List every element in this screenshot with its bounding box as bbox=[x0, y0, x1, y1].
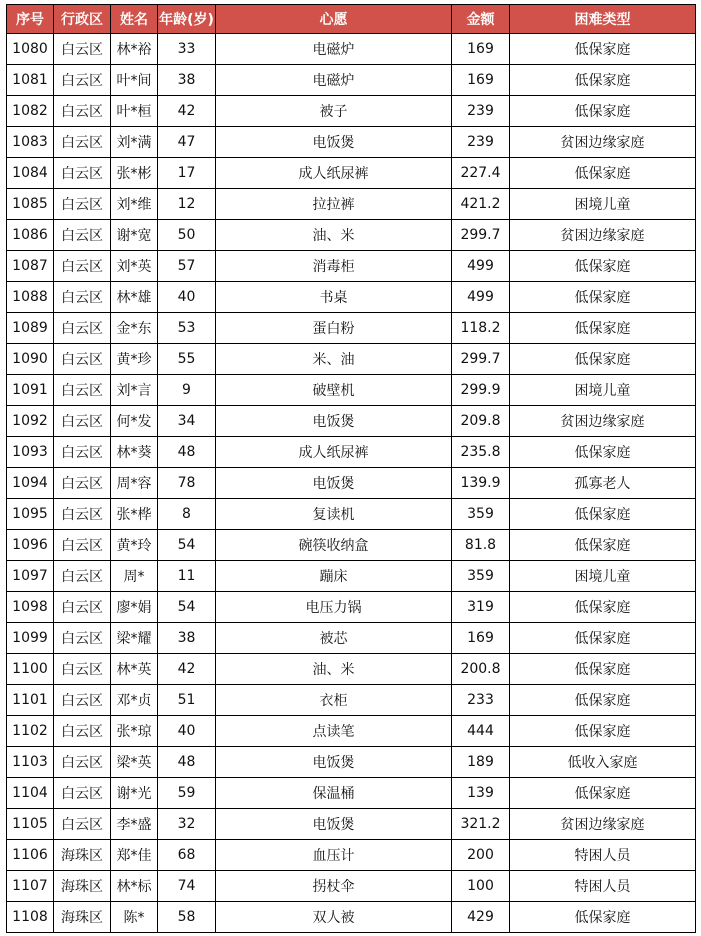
cell-id: 1098 bbox=[7, 592, 54, 623]
cell-name: 陈* bbox=[111, 902, 158, 933]
cell-wish: 碗筷收纳盒 bbox=[216, 530, 452, 561]
cell-hardship-type: 低保家庭 bbox=[510, 902, 696, 933]
cell-hardship-type: 低保家庭 bbox=[510, 499, 696, 530]
cell-name: 林*葵 bbox=[111, 437, 158, 468]
header-wish: 心愿 bbox=[216, 5, 452, 34]
table-row bbox=[7, 778, 696, 809]
table-row bbox=[7, 96, 696, 127]
cell-name: 周*容 bbox=[111, 468, 158, 499]
table-row bbox=[7, 716, 696, 747]
table-row bbox=[7, 654, 696, 685]
cell-amount: 118.2 bbox=[452, 313, 510, 344]
cell-wish: 血压计 bbox=[216, 840, 452, 871]
header-age: 年龄(岁) bbox=[158, 5, 216, 34]
cell-id: 1083 bbox=[7, 127, 54, 158]
cell-id: 1084 bbox=[7, 158, 54, 189]
table-row bbox=[7, 468, 696, 499]
cell-hardship-type: 低保家庭 bbox=[510, 158, 696, 189]
table-row bbox=[7, 840, 696, 871]
header-name: 姓名 bbox=[111, 5, 158, 34]
cell-hardship-type: 低保家庭 bbox=[510, 282, 696, 313]
cell-wish: 电饭煲 bbox=[216, 809, 452, 840]
cell-wish: 点读笔 bbox=[216, 716, 452, 747]
cell-id: 1105 bbox=[7, 809, 54, 840]
cell-wish: 电饭煲 bbox=[216, 127, 452, 158]
cell-id: 1102 bbox=[7, 716, 54, 747]
cell-id: 1104 bbox=[7, 778, 54, 809]
cell-age: 53 bbox=[158, 313, 216, 344]
cell-district: 海珠区 bbox=[54, 871, 111, 902]
cell-id: 1087 bbox=[7, 251, 54, 282]
cell-district: 白云区 bbox=[54, 809, 111, 840]
cell-amount: 235.8 bbox=[452, 437, 510, 468]
cell-id: 1081 bbox=[7, 65, 54, 96]
cell-id: 1107 bbox=[7, 871, 54, 902]
cell-hardship-type: 低保家庭 bbox=[510, 685, 696, 716]
table-row bbox=[7, 189, 696, 220]
cell-wish: 复读机 bbox=[216, 499, 452, 530]
cell-name: 廖*娟 bbox=[111, 592, 158, 623]
table-row bbox=[7, 561, 696, 592]
cell-amount: 169 bbox=[452, 34, 510, 65]
cell-hardship-type: 低保家庭 bbox=[510, 344, 696, 375]
cell-wish: 书桌 bbox=[216, 282, 452, 313]
cell-name: 金*东 bbox=[111, 313, 158, 344]
cell-name: 林*标 bbox=[111, 871, 158, 902]
table-row bbox=[7, 809, 696, 840]
cell-district: 白云区 bbox=[54, 313, 111, 344]
cell-age: 78 bbox=[158, 468, 216, 499]
cell-id: 1099 bbox=[7, 623, 54, 654]
cell-wish: 油、米 bbox=[216, 654, 452, 685]
cell-id: 1090 bbox=[7, 344, 54, 375]
cell-age: 11 bbox=[158, 561, 216, 592]
cell-name: 黄*玲 bbox=[111, 530, 158, 561]
cell-id: 1092 bbox=[7, 406, 54, 437]
cell-id: 1103 bbox=[7, 747, 54, 778]
table-row bbox=[7, 592, 696, 623]
cell-hardship-type: 贫困边缘家庭 bbox=[510, 127, 696, 158]
cell-age: 33 bbox=[158, 34, 216, 65]
cell-hardship-type: 低收入家庭 bbox=[510, 747, 696, 778]
cell-hardship-type: 低保家庭 bbox=[510, 34, 696, 65]
cell-age: 42 bbox=[158, 654, 216, 685]
cell-id: 1082 bbox=[7, 96, 54, 127]
table-row bbox=[7, 747, 696, 778]
cell-id: 1089 bbox=[7, 313, 54, 344]
cell-wish: 电压力锅 bbox=[216, 592, 452, 623]
cell-age: 48 bbox=[158, 747, 216, 778]
cell-district: 海珠区 bbox=[54, 840, 111, 871]
table-row bbox=[7, 344, 696, 375]
cell-hardship-type: 特困人员 bbox=[510, 871, 696, 902]
table-row bbox=[7, 282, 696, 313]
cell-wish: 被芯 bbox=[216, 623, 452, 654]
cell-wish: 电饭煲 bbox=[216, 406, 452, 437]
cell-age: 55 bbox=[158, 344, 216, 375]
cell-age: 42 bbox=[158, 96, 216, 127]
table-row bbox=[7, 685, 696, 716]
cell-age: 8 bbox=[158, 499, 216, 530]
cell-name: 张*琼 bbox=[111, 716, 158, 747]
cell-id: 1096 bbox=[7, 530, 54, 561]
cell-id: 1080 bbox=[7, 34, 54, 65]
cell-district: 白云区 bbox=[54, 716, 111, 747]
cell-wish: 米、油 bbox=[216, 344, 452, 375]
cell-id: 1091 bbox=[7, 375, 54, 406]
cell-age: 50 bbox=[158, 220, 216, 251]
cell-district: 白云区 bbox=[54, 654, 111, 685]
cell-district: 白云区 bbox=[54, 778, 111, 809]
table-body bbox=[7, 34, 696, 933]
cell-wish: 电饭煲 bbox=[216, 747, 452, 778]
cell-wish: 电磁炉 bbox=[216, 65, 452, 96]
cell-wish: 拐杖伞 bbox=[216, 871, 452, 902]
cell-age: 38 bbox=[158, 623, 216, 654]
cell-district: 白云区 bbox=[54, 220, 111, 251]
cell-name: 叶*桓 bbox=[111, 96, 158, 127]
cell-id: 1106 bbox=[7, 840, 54, 871]
table-row bbox=[7, 65, 696, 96]
cell-id: 1094 bbox=[7, 468, 54, 499]
cell-district: 白云区 bbox=[54, 499, 111, 530]
cell-name: 张*彬 bbox=[111, 158, 158, 189]
cell-hardship-type: 低保家庭 bbox=[510, 592, 696, 623]
cell-hardship-type: 低保家庭 bbox=[510, 313, 696, 344]
cell-hardship-type: 低保家庭 bbox=[510, 65, 696, 96]
cell-district: 海珠区 bbox=[54, 902, 111, 933]
cell-district: 白云区 bbox=[54, 623, 111, 654]
cell-age: 74 bbox=[158, 871, 216, 902]
cell-name: 谢*光 bbox=[111, 778, 158, 809]
cell-district: 白云区 bbox=[54, 344, 111, 375]
cell-wish: 油、米 bbox=[216, 220, 452, 251]
cell-amount: 169 bbox=[452, 623, 510, 654]
cell-hardship-type: 低保家庭 bbox=[510, 530, 696, 561]
cell-amount: 169 bbox=[452, 65, 510, 96]
header-id: 序号 bbox=[7, 5, 54, 34]
cell-amount: 139 bbox=[452, 778, 510, 809]
cell-amount: 499 bbox=[452, 251, 510, 282]
table-row bbox=[7, 623, 696, 654]
wish-table bbox=[6, 4, 696, 933]
cell-hardship-type: 困境儿童 bbox=[510, 561, 696, 592]
header-hardship-type: 困难类型 bbox=[510, 5, 696, 34]
cell-hardship-type: 孤寡老人 bbox=[510, 468, 696, 499]
cell-wish: 被子 bbox=[216, 96, 452, 127]
cell-district: 白云区 bbox=[54, 468, 111, 499]
cell-amount: 359 bbox=[452, 561, 510, 592]
cell-amount: 200 bbox=[452, 840, 510, 871]
cell-district: 白云区 bbox=[54, 406, 111, 437]
cell-amount: 321.2 bbox=[452, 809, 510, 840]
cell-id: 1088 bbox=[7, 282, 54, 313]
cell-amount: 200.8 bbox=[452, 654, 510, 685]
cell-amount: 139.9 bbox=[452, 468, 510, 499]
cell-hardship-type: 低保家庭 bbox=[510, 716, 696, 747]
cell-hardship-type: 困境儿童 bbox=[510, 375, 696, 406]
cell-age: 58 bbox=[158, 902, 216, 933]
cell-wish: 成人纸尿裤 bbox=[216, 437, 452, 468]
header-district: 行政区 bbox=[54, 5, 111, 34]
cell-age: 59 bbox=[158, 778, 216, 809]
cell-district: 白云区 bbox=[54, 127, 111, 158]
cell-name: 林*裕 bbox=[111, 34, 158, 65]
cell-name: 邓*贞 bbox=[111, 685, 158, 716]
cell-age: 68 bbox=[158, 840, 216, 871]
table-row bbox=[7, 127, 696, 158]
cell-wish: 消毒柜 bbox=[216, 251, 452, 282]
cell-amount: 100 bbox=[452, 871, 510, 902]
cell-district: 白云区 bbox=[54, 158, 111, 189]
cell-amount: 227.4 bbox=[452, 158, 510, 189]
wish-list-sheet bbox=[6, 4, 695, 933]
table-row bbox=[7, 871, 696, 902]
cell-district: 白云区 bbox=[54, 189, 111, 220]
cell-district: 白云区 bbox=[54, 530, 111, 561]
cell-amount: 299.7 bbox=[452, 344, 510, 375]
cell-name: 叶*间 bbox=[111, 65, 158, 96]
cell-id: 1097 bbox=[7, 561, 54, 592]
cell-age: 12 bbox=[158, 189, 216, 220]
cell-wish: 蹦床 bbox=[216, 561, 452, 592]
cell-wish: 电饭煲 bbox=[216, 468, 452, 499]
table-row bbox=[7, 313, 696, 344]
cell-amount: 189 bbox=[452, 747, 510, 778]
cell-name: 李*盛 bbox=[111, 809, 158, 840]
cell-hardship-type: 贫困边缘家庭 bbox=[510, 406, 696, 437]
table-header-row bbox=[7, 5, 696, 34]
cell-id: 1086 bbox=[7, 220, 54, 251]
table-row bbox=[7, 499, 696, 530]
cell-hardship-type: 贫困边缘家庭 bbox=[510, 809, 696, 840]
cell-district: 白云区 bbox=[54, 65, 111, 96]
table-row bbox=[7, 406, 696, 437]
cell-wish: 破壁机 bbox=[216, 375, 452, 406]
header-amount: 金额 bbox=[452, 5, 510, 34]
cell-wish: 双人被 bbox=[216, 902, 452, 933]
cell-amount: 359 bbox=[452, 499, 510, 530]
table-row bbox=[7, 34, 696, 65]
cell-name: 黄*珍 bbox=[111, 344, 158, 375]
cell-name: 郑*佳 bbox=[111, 840, 158, 871]
cell-name: 周* bbox=[111, 561, 158, 592]
table-row bbox=[7, 437, 696, 468]
cell-district: 白云区 bbox=[54, 592, 111, 623]
cell-district: 白云区 bbox=[54, 685, 111, 716]
cell-age: 34 bbox=[158, 406, 216, 437]
cell-name: 刘*言 bbox=[111, 375, 158, 406]
cell-district: 白云区 bbox=[54, 282, 111, 313]
cell-age: 47 bbox=[158, 127, 216, 158]
cell-id: 1100 bbox=[7, 654, 54, 685]
cell-name: 张*桦 bbox=[111, 499, 158, 530]
cell-wish: 蛋白粉 bbox=[216, 313, 452, 344]
table-row bbox=[7, 902, 696, 933]
cell-amount: 233 bbox=[452, 685, 510, 716]
cell-wish: 电磁炉 bbox=[216, 34, 452, 65]
cell-wish: 保温桶 bbox=[216, 778, 452, 809]
cell-amount: 444 bbox=[452, 716, 510, 747]
cell-age: 40 bbox=[158, 282, 216, 313]
cell-amount: 209.8 bbox=[452, 406, 510, 437]
cell-wish: 成人纸尿裤 bbox=[216, 158, 452, 189]
cell-name: 林*雄 bbox=[111, 282, 158, 313]
cell-amount: 239 bbox=[452, 127, 510, 158]
cell-age: 57 bbox=[158, 251, 216, 282]
cell-amount: 299.9 bbox=[452, 375, 510, 406]
cell-wish: 衣柜 bbox=[216, 685, 452, 716]
cell-amount: 429 bbox=[452, 902, 510, 933]
cell-hardship-type: 低保家庭 bbox=[510, 251, 696, 282]
cell-age: 32 bbox=[158, 809, 216, 840]
cell-name: 刘*维 bbox=[111, 189, 158, 220]
cell-age: 54 bbox=[158, 530, 216, 561]
cell-amount: 239 bbox=[452, 96, 510, 127]
cell-district: 白云区 bbox=[54, 375, 111, 406]
cell-id: 1101 bbox=[7, 685, 54, 716]
cell-amount: 499 bbox=[452, 282, 510, 313]
cell-name: 林*英 bbox=[111, 654, 158, 685]
cell-hardship-type: 贫困边缘家庭 bbox=[510, 220, 696, 251]
cell-age: 40 bbox=[158, 716, 216, 747]
cell-district: 白云区 bbox=[54, 96, 111, 127]
cell-age: 9 bbox=[158, 375, 216, 406]
table-row bbox=[7, 375, 696, 406]
cell-wish: 拉拉裤 bbox=[216, 189, 452, 220]
cell-age: 38 bbox=[158, 65, 216, 96]
cell-amount: 299.7 bbox=[452, 220, 510, 251]
cell-district: 白云区 bbox=[54, 747, 111, 778]
cell-hardship-type: 特困人员 bbox=[510, 840, 696, 871]
cell-hardship-type: 低保家庭 bbox=[510, 778, 696, 809]
table-row bbox=[7, 220, 696, 251]
cell-name: 梁*耀 bbox=[111, 623, 158, 654]
cell-name: 刘*英 bbox=[111, 251, 158, 282]
cell-age: 48 bbox=[158, 437, 216, 468]
cell-district: 白云区 bbox=[54, 34, 111, 65]
cell-hardship-type: 低保家庭 bbox=[510, 654, 696, 685]
cell-age: 17 bbox=[158, 158, 216, 189]
cell-id: 1095 bbox=[7, 499, 54, 530]
cell-amount: 319 bbox=[452, 592, 510, 623]
cell-id: 1085 bbox=[7, 189, 54, 220]
cell-name: 梁*英 bbox=[111, 747, 158, 778]
cell-district: 白云区 bbox=[54, 251, 111, 282]
cell-id: 1093 bbox=[7, 437, 54, 468]
table-row bbox=[7, 158, 696, 189]
cell-age: 51 bbox=[158, 685, 216, 716]
cell-district: 白云区 bbox=[54, 561, 111, 592]
cell-id: 1108 bbox=[7, 902, 54, 933]
cell-hardship-type: 低保家庭 bbox=[510, 623, 696, 654]
cell-amount: 421.2 bbox=[452, 189, 510, 220]
cell-hardship-type: 低保家庭 bbox=[510, 437, 696, 468]
cell-district: 白云区 bbox=[54, 437, 111, 468]
cell-hardship-type: 低保家庭 bbox=[510, 96, 696, 127]
cell-hardship-type: 困境儿童 bbox=[510, 189, 696, 220]
cell-name: 刘*满 bbox=[111, 127, 158, 158]
cell-name: 何*发 bbox=[111, 406, 158, 437]
cell-name: 谢*宽 bbox=[111, 220, 158, 251]
table-row bbox=[7, 251, 696, 282]
table-row bbox=[7, 530, 696, 561]
cell-amount: 81.8 bbox=[452, 530, 510, 561]
cell-age: 54 bbox=[158, 592, 216, 623]
